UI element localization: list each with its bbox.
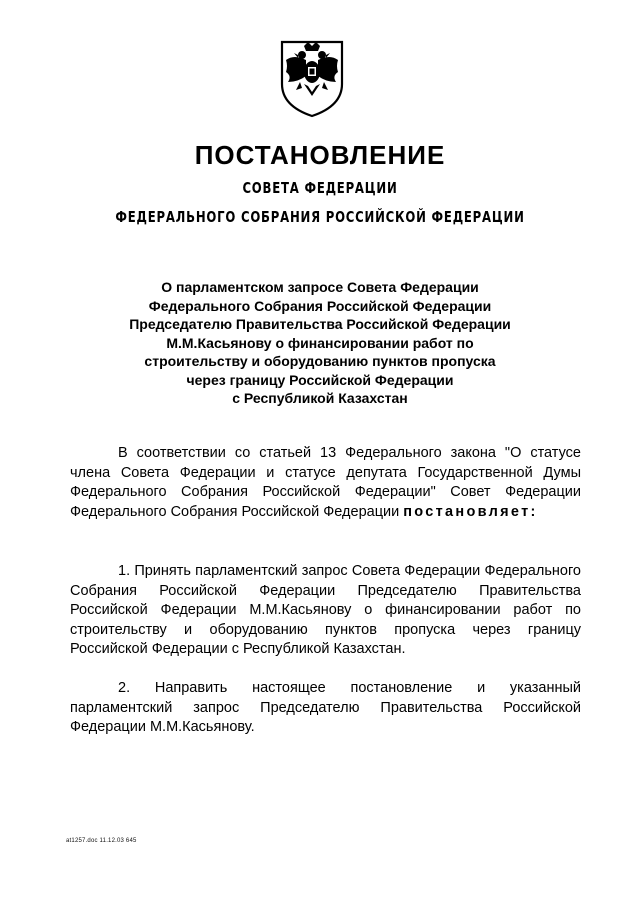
russian-coat-of-arms-icon <box>274 36 350 118</box>
resolution-item-2: 2. Направить настоящее постановление и указанный парламентский запрос Председателю Правительства Российской Федерации М.М.Касьянову. <box>70 680 581 735</box>
resolves-keyword: постановляет: <box>403 503 538 520</box>
preamble-paragraph <box>70 444 581 522</box>
document-subject <box>90 278 550 408</box>
file-stamp: at1257.doc 11.12.03 645 <box>66 838 137 844</box>
subject-line: с Республикой Казахстан <box>232 390 408 406</box>
subject-line: О парламентском запросе Совета Федерации <box>161 279 479 295</box>
subject-line: Председателю Правительства Российской Федерации <box>129 316 511 332</box>
subject-line: Федерального Собрания Российской Федерации <box>148 297 492 314</box>
subject-line: М.М.Касьянову о финансировании работ по <box>166 334 474 351</box>
issuer-line-1: СОВЕТА ФЕДЕРАЦИИ <box>242 179 398 197</box>
subject-line: строительству и оборудованию пунктов пропуска <box>144 353 496 369</box>
resolution-item-1: 1. Принять парламентский запрос Совета Федерации Федерального Собрания Российской Федерации Председателю Правительства Российской Федерации М.М.Касьянову о финансировании работ по строительству и оборудованию пунктов пропуска через границу Российской Федерации с Республикой Казахстан. <box>70 563 581 657</box>
document-title: ПОСТАНОВЛЕНИЕ <box>194 140 446 170</box>
issuer-line-2: ФЕДЕРАЛЬНОГО СОБРАНИЯ РОССИЙСКОЙ ФЕДЕРАЦИИ <box>115 208 525 226</box>
subject-line: через границу Российской Федерации <box>186 371 454 388</box>
preamble-text: В соответствии со статьей 13 Федерального закона "О статусе члена Совета Федерации и статусе депутата Государственной Думы Федерального Собрания Российской Федерации" Совет Федерации Федерального Собрания Российской Федерации <box>70 445 581 520</box>
